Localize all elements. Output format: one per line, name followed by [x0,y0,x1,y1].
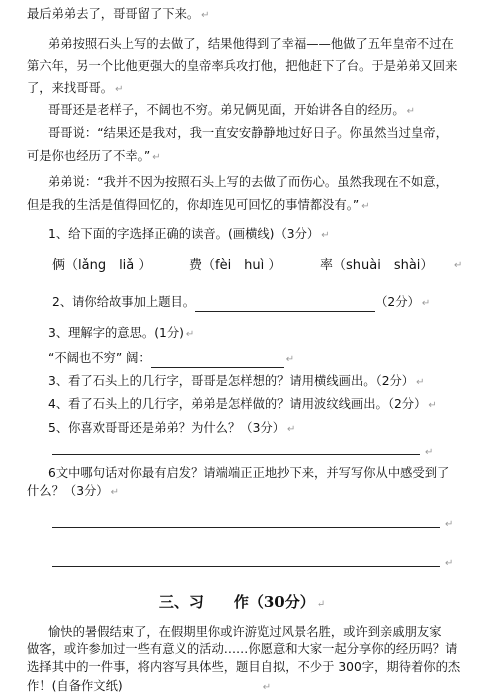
section-title: 三、习 作（30分） [158,593,315,611]
paragraph-mark-icon: ↵ [201,10,210,21]
question-5 [0,396,484,414]
paragraph-mark-icon: ↵ [115,84,124,95]
story-text: 弟弟按照石头上写的去做了，结果他得到了幸福——他做了五年皇帝不过在 [48,37,454,51]
story-text: 哥哥说：“结果还是我对，我一直安安静静地过好日子。你虽然当过皇帝， [48,126,448,140]
story-text: 哥哥还是老样子，不阔也不穷。弟兄俩见面，开始讲各自的经历。 [48,103,405,117]
question-1 [0,226,484,244]
paragraph-mark-icon: ↵ [110,487,119,498]
question-text: 3、理解字的意思。(1分) [48,326,184,340]
question-text: 5、你喜欢哥哥还是弟弟？为什么？（3分） [48,421,285,435]
composition-line [0,641,484,657]
question-score: （2分） [375,295,420,309]
story-text: 弟弟说：“我并不因为按照石头上写的去做了而伤心。虽然我现在不如意， [48,175,448,189]
story-line [0,125,484,141]
paragraph-mark-icon: ↵ [406,106,416,117]
story-line [0,174,484,190]
paragraph-mark-icon: ↵ [316,599,326,610]
pinyin-option[interactable]: 费（fèi huì ） [189,258,282,273]
composition-line [0,624,484,640]
pinyin-option[interactable]: 率（shuài shài） [320,258,434,273]
composition-line [0,678,484,696]
paragraph-mark-icon: ↵ [421,298,431,309]
story-text: 最后弟弟去了，哥哥留了下来。 [27,7,200,21]
question-text: 4、看了石头上的几行字，弟弟是怎样做的？请用波纹线画出。（2分） [48,397,427,411]
pinyin-option[interactable]: 俩（lǎng liǎ ） [52,258,152,273]
question-7 [0,465,484,481]
question-7-cont [0,483,484,501]
paragraph-mark-icon: ↵ [152,152,161,163]
question-text: 1、给下面的字选择正确的读音。(画横线)（3分） [48,227,320,241]
answer-line[interactable] [52,566,440,567]
paragraph-mark-icon: ↵ [416,377,425,388]
question-text: 什么？（3分） [27,484,109,498]
term-text: “不阔也不穷” 阔： [48,351,151,365]
answer-line[interactable] [52,454,420,455]
question-4 [0,373,484,391]
story-line [0,6,484,24]
composition-text: 作！(自备作文纸) [27,679,123,693]
section-heading [0,592,484,615]
story-text: 可是你也经历了不幸。” [27,149,151,163]
paragraph-mark-icon: ↵ [428,400,437,411]
paragraph-mark-icon: ↵ [445,558,454,569]
composition-text: 愉快的暑假结束了，在假期里你或许游览过风景名胜，或许到亲戚朋友家 [48,625,442,639]
question-text: 6文中哪句话对你最有启发？请端端正正地抄下来，并写写你从中感受到了 [48,466,450,480]
meaning-answer-blank[interactable] [151,355,284,368]
question-text: 2、请你给故事加上题目。 [52,295,196,309]
story-line [0,80,484,98]
composition-text: 选择其中的一件事，将内容写具体些，题目自拟，不少于 300字，期待着你的杰 [27,660,461,674]
paragraph-mark-icon: ↵ [445,519,454,530]
story-line [0,58,484,74]
composition-line [0,659,484,675]
paragraph-mark-icon: ↵ [454,260,463,271]
paragraph-mark-icon: ↵ [262,682,272,693]
story-line [0,148,484,166]
paragraph-mark-icon: ↵ [321,230,330,241]
story-line [0,36,484,52]
answer-line[interactable] [52,527,440,528]
paragraph-mark-icon: ↵ [285,354,295,365]
question-6 [0,420,484,438]
story-line [0,102,484,120]
title-answer-blank[interactable] [195,299,375,312]
composition-text: 做客，或许参加过一些有意义的活动……你愿意和大家一起分享你的经历吗？请 [27,642,458,656]
story-text: 了，来找哥哥。 [27,81,114,95]
story-line [0,197,484,215]
story-text: 第六年，另一个比他更强大的皇帝率兵攻打他，把他赶下了台。于是弟弟又回来 [27,59,458,73]
story-text: 但是我的生活是值得回忆的，你却连见可回忆的事情都没有。” [27,198,360,212]
paragraph-mark-icon: ↵ [425,447,434,458]
paragraph-mark-icon: ↵ [361,201,370,212]
question-3 [0,325,484,343]
question-text: 3、看了石头上的几行字，哥哥是怎样想的？请用横线画出。（2分） [48,374,415,388]
question-2 [0,294,484,312]
question-3-term [0,350,484,368]
paragraph-mark-icon: ↵ [287,424,296,435]
paragraph-mark-icon: ↵ [185,329,195,340]
